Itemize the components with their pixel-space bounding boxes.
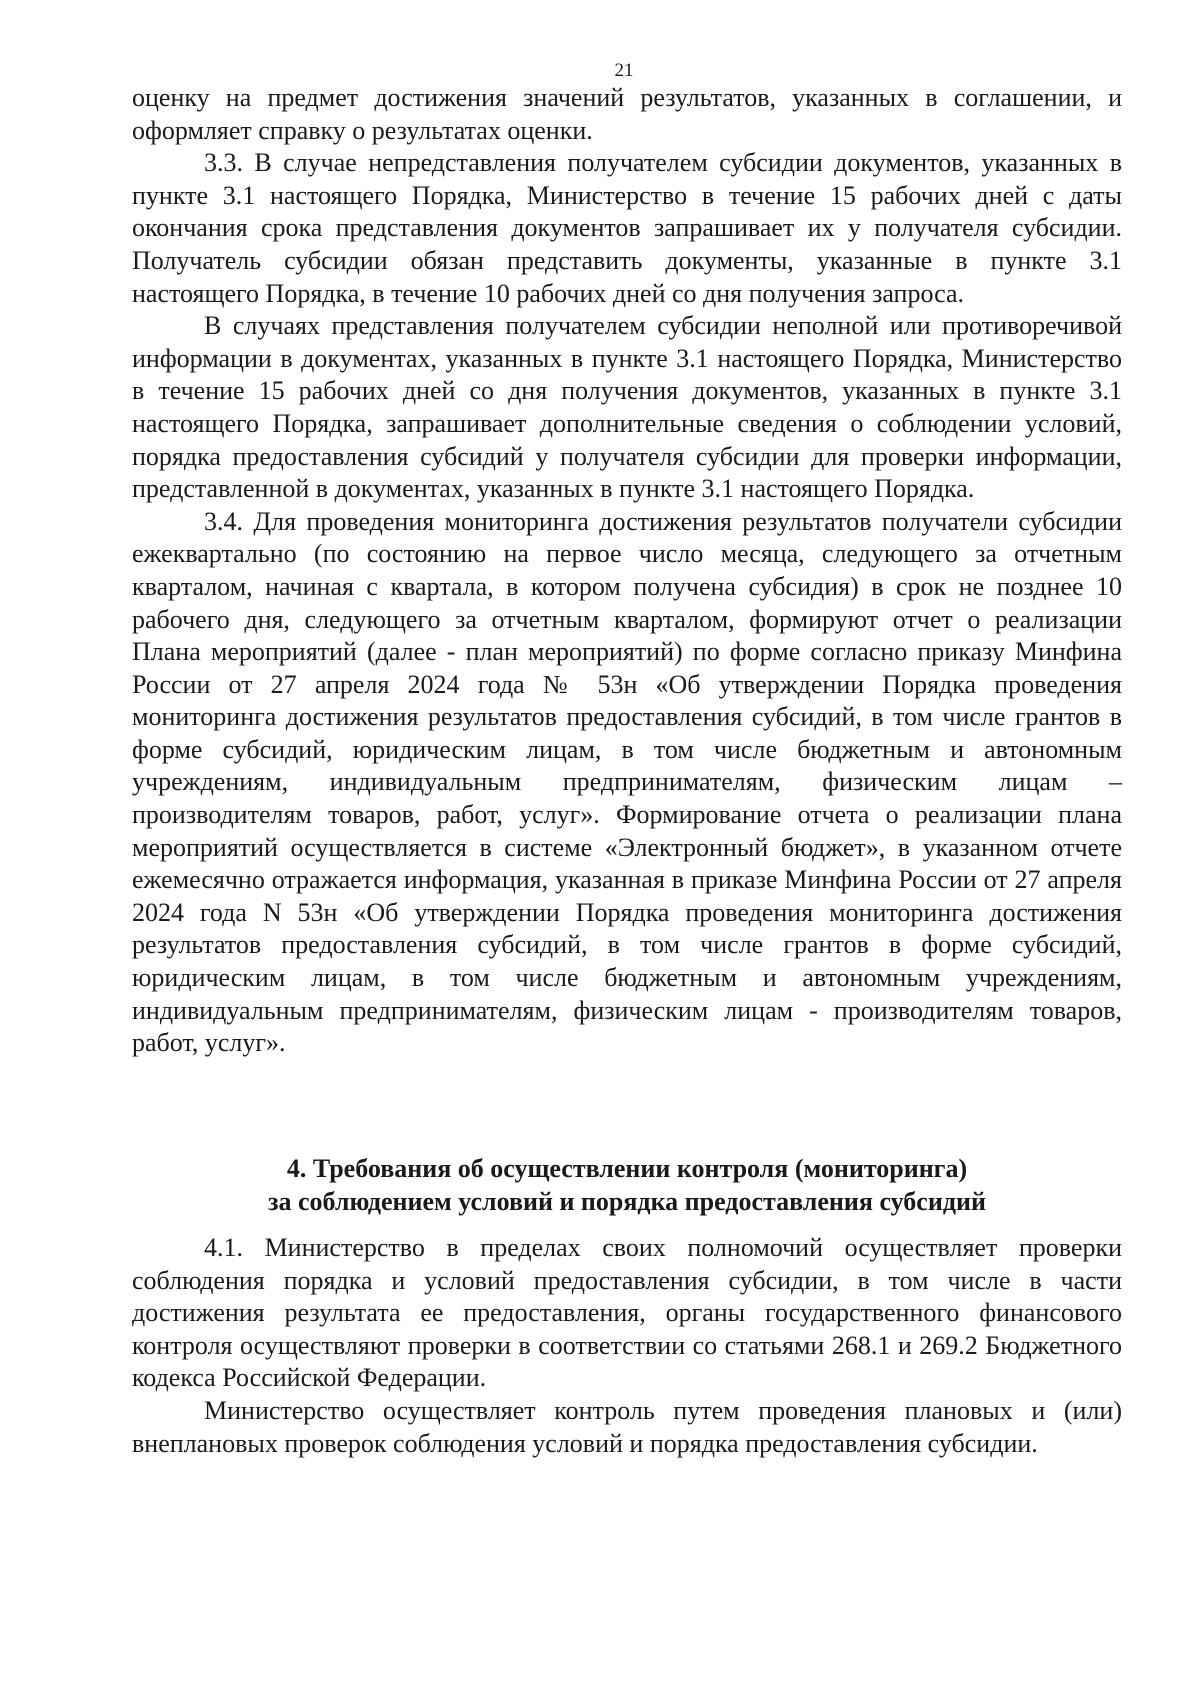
paragraph-3-3: 3.3. В случае непредставления получателем субсидии документов, указанных в пункте 3.1 настоящего Порядка, Министерство в течение 15 рабочих дней с даты окончания срока представления документов запрашивает их у получателя субсидии. Получатель субсидии обязан представить документы, указанные в пункте 3.1 настоящего Порядка, в течение 10 рабочих дней со дня получения запроса. xyxy=(132,148,1122,308)
paragraph-incomplete-info: В случаях представления получателем субсидии неполной или противоречивой информации в документах, указанных в пункте 3.1 настоящего Порядка, Министерство в течение 15 рабочих дней со дня получения документов, указанных в пункте 3.1 настоящего Порядка, запрашивает дополнительные сведения о соблюдении условий, порядка предоставления субсидий у получателя субсидии для проверки информации, представленной в документах, указанных в пункте 3.1 настоящего Порядка. xyxy=(132,311,1122,504)
text-block-bottom xyxy=(132,1232,1122,1460)
section-heading-line-2: за соблюдением условий и порядка предоставления субсидий xyxy=(268,1187,986,1216)
paragraph-control: Министерство осуществляет контроль путем проведения плановых и (или) внеплановых проверок соблюдения условий и порядка предоставления субсидии. xyxy=(132,1395,1122,1458)
paragraph-4-1: 4.1. Министерство в пределах своих полномочий осуществляет проверки соблюдения порядка и условий предоставления субсидии, в том числе в части достижения результата ее предоставления, органы государственного финансового контроля осуществляют проверки в соответствии со статьями 268.1 и 269.2 Бюджетного кодекса Российской Федерации. xyxy=(132,1233,1122,1393)
paragraph-continuation: оценку на предмет достижения значений результатов, указанных в соглашении, и оформляет справку о результатах оценки. xyxy=(132,83,1122,145)
text-block-top xyxy=(132,82,1122,1060)
paragraph-3-4: 3.4. Для проведения мониторинга достижения результатов получатели субсидии ежеквартально (по состоянию на первое число месяца, следующего за отчетным кварталом, начиная с квартала, в котором получена субсидия) в срок не позднее 10 рабочего дня, следующего за отчетным кварталом, формируют отчет о реализации Плана мероприятий (далее - план мероприятий) по форме согласно приказу Минфина России от 27 апреля 2024 года № 53н «Об утверждении Порядка проведения мониторинга достижения результатов предоставления субсидий, в том числе грантов в форме субсидий, юридическим лицам, в том числе бюджетным и автономным учреждениям, индивидуальным предпринимателям, физическим лицам – производителям товаров, работ, услуг». Формирование отчета о реализации плана мероприятий осуществляется в системе «Электронный бюджет», в указанном отчете ежемесячно отражается информация, указанная в приказе Минфина России от 27 апреля 2024 года N 53н «Об утверждении Порядка проведения мониторинга достижения результатов предоставления субсидий, в том числе грантов в форме субсидий, юридическим лицам, в том числе бюджетным и автономным учреждениям, индивидуальным предпринимателям, физическим лицам - производителям товаров, работ, услуг». xyxy=(132,506,1122,1058)
section-heading xyxy=(132,1152,1122,1218)
page-number: 21 xyxy=(614,60,634,81)
section-heading-line-1: 4. Требования об осуществлении контроля (мониторинга) xyxy=(286,1154,968,1183)
